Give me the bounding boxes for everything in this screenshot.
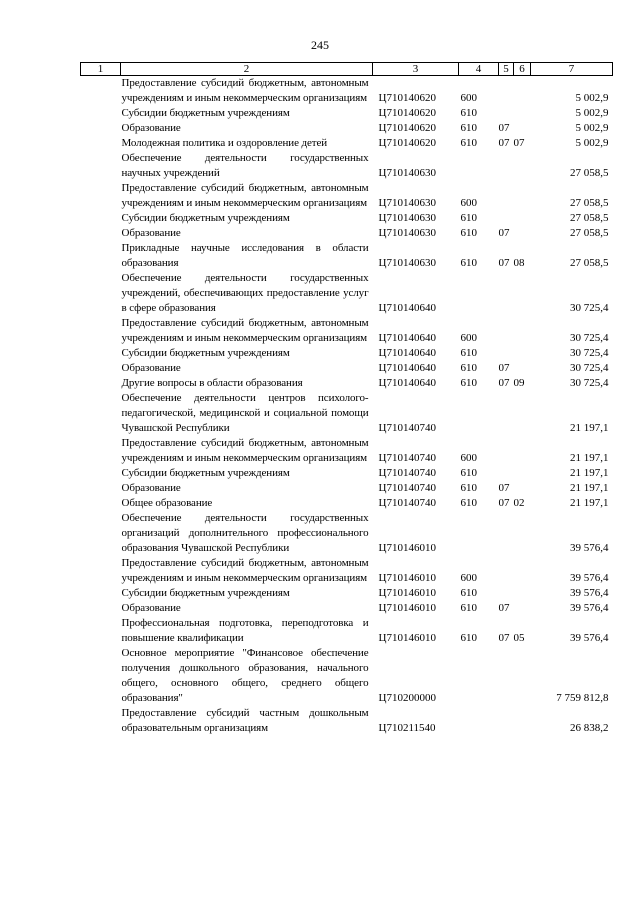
row-code: Ц710140630 [378,212,436,224]
row-subsection [514,226,531,241]
row-sum: 5 002,9 [575,122,609,134]
row-subsection: 08 [513,257,525,269]
row-section [499,211,514,226]
table-row [81,106,613,121]
row-kvr: 610 [460,362,477,374]
row-subsection: 02 [513,497,525,509]
row-name: Предоставление субсидий бюджетным, автономным учреждениям и иным некоммерческим организациям [121,77,369,104]
row-code: Ц710140640 [378,302,436,314]
row-code: Ц710146010 [378,572,436,584]
row-section: 07 [498,362,510,374]
row-kvr: 610 [460,107,477,119]
row-subsection: 07 [513,137,525,149]
row-section: 07 [498,377,510,389]
row-kvr: 610 [460,257,477,269]
row-section: 07 [498,497,510,509]
row-name: Обеспечение деятельности государственных научных учреждений [121,152,369,179]
row-name: Обеспечение деятельности центров психолого-педагогической, медицинской и социальной помощи Чувашской Республики [121,392,369,434]
row-sum: 27 058,5 [570,212,609,224]
row-name: Предоставление субсидий частным дошкольным образовательным организациям [121,707,369,734]
row-name: Субсидии бюджетным учреждениям [121,467,290,479]
row-sum: 21 197,1 [570,497,609,509]
table-row [81,121,613,136]
row-code: Ц710146010 [378,632,436,644]
row-sum: 27 058,5 [570,227,609,239]
row-subsection: 05 [513,632,525,644]
table-row [81,466,613,481]
row-kvr: 610 [460,632,477,644]
row-code: Ц710140740 [378,422,436,434]
row-name: Образование [121,227,181,239]
row-sum: 5 002,9 [575,92,609,104]
row-sum: 5 002,9 [575,107,609,119]
row-kvr: 610 [460,122,477,134]
table-row [81,226,613,241]
budget-table [80,62,613,736]
row-subsection [514,361,531,376]
row-code: Ц710140740 [378,497,436,509]
row-code: Ц710140640 [378,347,436,359]
table-row [81,706,613,736]
row-section: 07 [498,227,510,239]
table-row [81,181,613,211]
row-section: 07 [498,137,510,149]
row-section [499,271,514,316]
row-kvr: 600 [460,572,477,584]
row-kvr: 610 [460,227,477,239]
row-code: Ц710140620 [378,107,436,119]
row-subsection [514,706,531,736]
row-name: Предоставление субсидий бюджетным, автономным учреждениям и иным некоммерческим организациям [121,557,369,584]
row-code: Ц710140620 [378,137,436,149]
row-subsection [514,556,531,586]
row-section [499,556,514,586]
page-number: 245 [311,38,329,52]
row-section [499,106,514,121]
row-name: Профессиональная подготовка, переподготовка и повышение квалификации [121,617,369,644]
row-kvr: 610 [460,212,477,224]
row-sum: 30 725,4 [570,347,609,359]
row-section [499,436,514,466]
header-col-3: 3 [373,63,459,76]
table-body [81,76,613,737]
row-sum: 27 058,5 [570,167,609,179]
row-kvr: 610 [460,467,477,479]
row-code: Ц710140740 [378,467,436,479]
row-subsection [514,106,531,121]
row-section [499,151,514,181]
table-row [81,361,613,376]
row-subsection [514,436,531,466]
row-section [499,181,514,211]
row-kvr: 610 [460,587,477,599]
row-name: Прикладные научные исследования в области образования [121,242,369,269]
row-kvr [459,151,499,181]
row-name: Субсидии бюджетным учреждениям [121,212,290,224]
row-subsection [514,466,531,481]
row-subsection [514,151,531,181]
row-name: Предоставление субсидий бюджетным, автономным учреждениям и иным некоммерческим организациям [121,437,369,464]
header-col-6: 6 [514,63,531,76]
table-row [81,151,613,181]
row-section: 07 [498,482,510,494]
header-col-7: 7 [531,63,613,76]
row-section: 07 [498,632,510,644]
row-code: Ц710140630 [378,257,436,269]
row-section: 07 [498,257,510,269]
row-kvr: 610 [460,482,477,494]
row-name: Образование [121,482,181,494]
row-name: Образование [121,122,181,134]
row-code: Ц710140640 [378,332,436,344]
row-kvr: 600 [460,197,477,209]
table-row [81,211,613,226]
row-subsection: 09 [513,377,525,389]
table-row [81,556,613,586]
row-subsection [514,271,531,316]
table-row [81,481,613,496]
row-kvr [459,391,499,436]
row-section [499,646,514,706]
row-sum: 39 576,4 [570,542,609,554]
row-code: Ц710146010 [378,542,436,554]
table-row [81,271,613,316]
row-code: Ц710140740 [378,452,436,464]
header-col-2: 2 [121,63,373,76]
row-kvr: 610 [460,497,477,509]
row-sum: 39 576,4 [570,572,609,584]
table-row [81,601,613,616]
table-row [81,646,613,706]
row-sum: 39 576,4 [570,602,609,614]
row-name: Обеспечение деятельности государственных учреждений, обеспечивающих предоставление услуг в сфере образования [121,272,369,314]
table-row [81,586,613,601]
row-code: Ц710146010 [378,602,436,614]
row-section [499,706,514,736]
row-section: 07 [498,602,510,614]
row-name: Основное мероприятие "Финансовое обеспечение получения дошкольного образования, начального общего, основного общего, среднего общего образования" [121,647,369,704]
row-kvr: 610 [460,137,477,149]
table-row [81,391,613,436]
row-subsection [514,76,531,107]
header-col-5: 5 [499,63,514,76]
row-name: Молодежная политика и оздоровление детей [121,137,328,149]
table-row [81,241,613,271]
row-name: Субсидии бюджетным учреждениям [121,107,290,119]
row-name: Предоставление субсидий бюджетным, автономным учреждениям и иным некоммерческим организациям [121,182,369,209]
row-kvr [459,646,499,706]
row-sum: 21 197,1 [570,422,609,434]
row-kvr: 600 [460,332,477,344]
row-section [499,511,514,556]
row-name: Общее образование [121,497,213,509]
row-kvr [459,511,499,556]
row-sum: 30 725,4 [570,377,609,389]
row-code: Ц710140630 [378,197,436,209]
row-name: Образование [121,362,181,374]
row-name: Образование [121,602,181,614]
row-sum: 30 725,4 [570,302,609,314]
row-section [499,586,514,601]
table-row [81,376,613,391]
row-name: Другие вопросы в области образования [121,377,303,389]
row-section [499,316,514,346]
row-section [499,346,514,361]
table-header-row [81,63,613,76]
row-code: Ц710140630 [378,227,436,239]
row-sum: 26 838,2 [570,722,609,734]
table-row [81,346,613,361]
row-sum: 30 725,4 [570,332,609,344]
row-subsection [514,181,531,211]
row-subsection [514,346,531,361]
row-code: Ц710146010 [378,587,436,599]
header-col-1: 1 [81,63,121,76]
row-name: Субсидии бюджетным учреждениям [121,347,290,359]
row-sum: 5 002,9 [575,137,609,149]
row-subsection [514,586,531,601]
row-subsection [514,481,531,496]
row-sum: 21 197,1 [570,482,609,494]
row-code: Ц710140620 [378,92,436,104]
row-code: Ц710140640 [378,377,436,389]
row-subsection [514,121,531,136]
row-name: Субсидии бюджетным учреждениям [121,587,290,599]
table-row [81,616,613,646]
table-row [81,496,613,511]
row-section: 07 [498,122,510,134]
header-col-4: 4 [459,63,499,76]
row-code: Ц710140640 [378,362,436,374]
row-section [499,466,514,481]
row-code: Ц710200000 [378,692,436,704]
row-code: Ц710211540 [378,722,436,734]
row-kvr: 610 [460,377,477,389]
row-subsection [514,601,531,616]
row-sum: 21 197,1 [570,452,609,464]
row-sum: 30 725,4 [570,362,609,374]
row-subsection [514,391,531,436]
table-row [81,136,613,151]
table-row [81,76,613,107]
row-sum: 27 058,5 [570,197,609,209]
row-subsection [514,316,531,346]
row-subsection [514,211,531,226]
row-sum: 27 058,5 [570,257,609,269]
row-section [499,391,514,436]
row-section [499,76,514,107]
row-code: Ц710140740 [378,482,436,494]
row-sum: 21 197,1 [570,467,609,479]
row-kvr: 610 [460,347,477,359]
row-name: Предоставление субсидий бюджетным, автономным учреждениям и иным некоммерческим организациям [121,317,369,344]
row-sum: 7 759 812,8 [556,692,609,704]
row-kvr [459,706,499,736]
table-row [81,316,613,346]
row-kvr: 600 [460,92,477,104]
row-code: Ц710140630 [378,167,436,179]
row-subsection [514,511,531,556]
row-kvr [459,271,499,316]
row-kvr: 610 [460,602,477,614]
table-row [81,511,613,556]
row-code: Ц710140620 [378,122,436,134]
row-subsection [514,646,531,706]
table-row [81,436,613,466]
row-sum: 39 576,4 [570,587,609,599]
row-kvr: 600 [460,452,477,464]
row-name: Обеспечение деятельности государственных организаций дополнительного профессионального образования Чувашской Республики [121,512,369,554]
row-sum: 39 576,4 [570,632,609,644]
